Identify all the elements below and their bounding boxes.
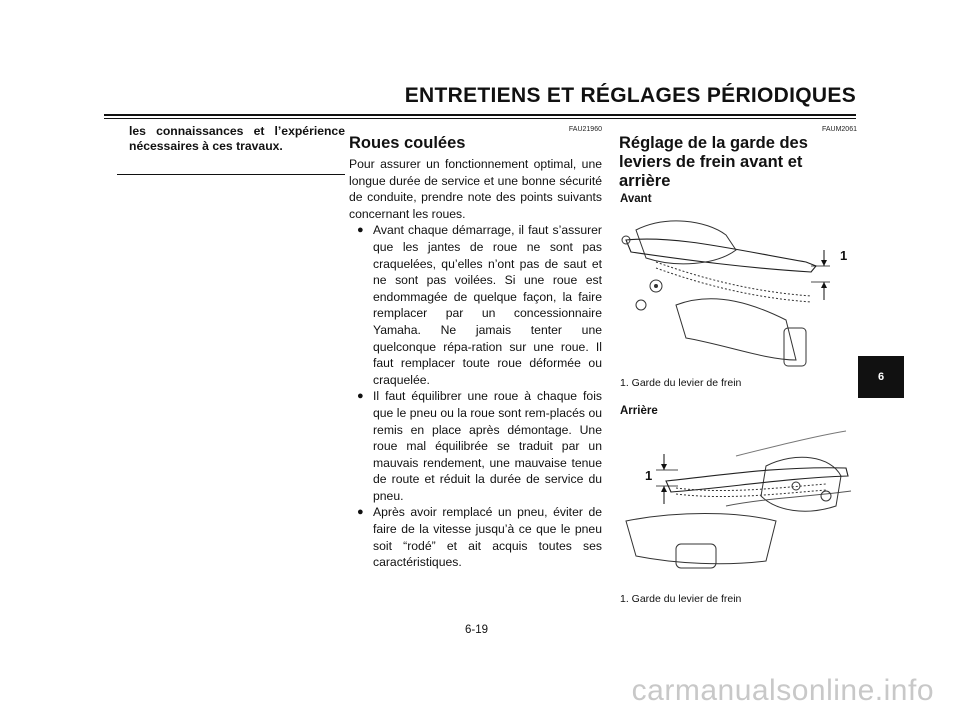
list-item-text: Après avoir remplacé un pneu, éviter de faire de la vitesse jusqu’à ce que le pneu soit “rodé” et ait acquis toutes ses caractéristiques. (373, 505, 602, 570)
section-heading-reglage: Réglage de la garde des leviers de frein avant et arrière (619, 134, 808, 190)
list-item-text: Avant chaque démarrage, il faut s’assurer que les jantes de roue ne sont pas craquelées, qu’elles n’ont pas de saut et ne sont pas voilées. Si une roue est endommagée de quelque façon, la faire remplacer par un concessionnaire Yamaha. Ne jamais tenter une quelconque répa-ration sur une roue. Il faut remplacer toute roue déformée ou craquelée. (373, 223, 602, 387)
list-item-text: Il faut équilibrer une roue à chaque fois que le pneu ou la roue sont rem-placés ou remis en place après démontage. Une roue mal équilibrée se traduit par un mauvais rendement, une mauvaise tenue de route et réduit la durée de service du pneu. (373, 389, 602, 503)
chapter-tab (858, 356, 904, 398)
section-code: FAUM2061 (821, 126, 857, 133)
warning-box-rule (117, 174, 345, 175)
subheading-rear: Arrière (620, 405, 658, 417)
rear-callout-1: 1 (645, 468, 653, 483)
rear-caption: 1. Garde du levier de frein (620, 593, 742, 605)
column-3 (619, 126, 857, 194)
section-heading-roues: Roues coulées (349, 134, 466, 152)
front-callout-1: 1 (840, 248, 848, 263)
watermark: carmanualsonline.info (631, 674, 934, 707)
list-item (349, 388, 602, 504)
bullet-icon: ● (357, 390, 364, 403)
front-brake-lever-illustration (616, 210, 854, 370)
list-item (349, 222, 602, 388)
header-rule (104, 114, 856, 116)
bullet-icon: ● (357, 506, 364, 519)
bullet-list (349, 222, 602, 570)
header-rule-thin (104, 118, 856, 119)
list-item (349, 504, 602, 570)
chapter-tab-label: 6 (877, 371, 885, 383)
bullet-icon: ● (357, 224, 364, 237)
section-code: FAU21960 (568, 126, 602, 133)
front-caption: 1. Garde du levier de frein (620, 377, 742, 389)
page-number: 6-19 (465, 624, 489, 636)
warning-continuation-text: les connaissances et l’expérience nécessaires à ces travaux. (129, 124, 345, 153)
page-header-title: ENTRETIENS ET RÉGLAGES PÉRIODIQUES (404, 84, 856, 107)
rear-brake-lever-illustration (616, 426, 854, 584)
subheading-front: Avant (620, 193, 652, 205)
column-2 (349, 126, 602, 571)
section-intro: Pour assurer un fonctionnement optimal, une longue durée de service et une bonne sécurité de conduite, prendre note des points suivants concernant les roues. (349, 157, 602, 221)
column-1 (129, 124, 345, 154)
